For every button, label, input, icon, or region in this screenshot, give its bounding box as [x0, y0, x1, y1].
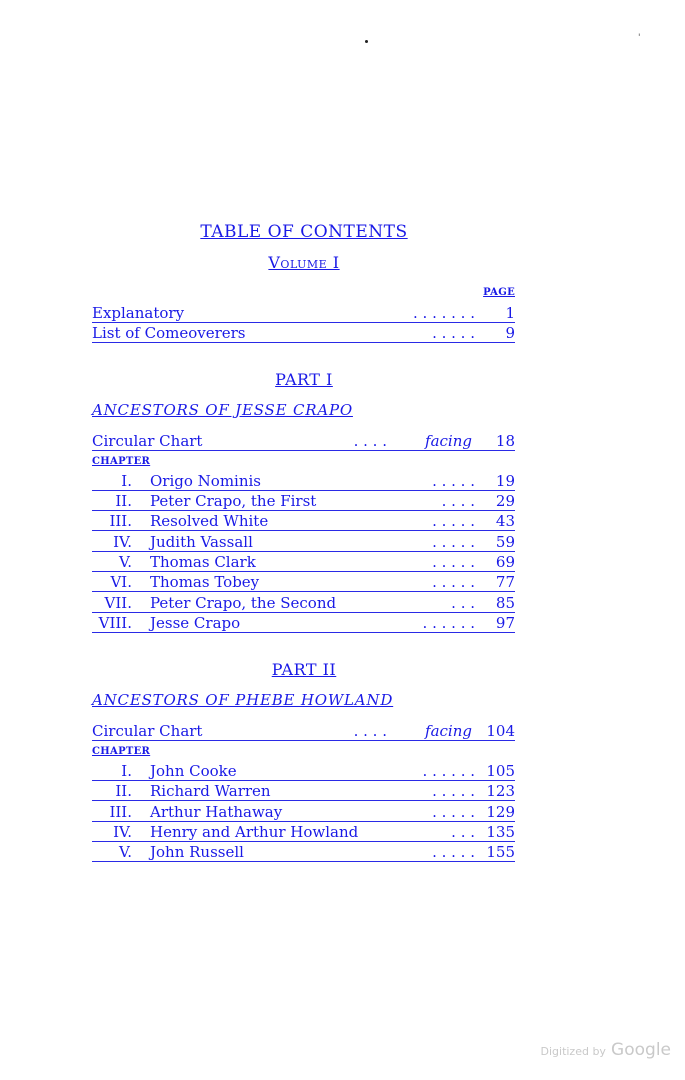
- toc-page-number: 43: [495, 512, 515, 530]
- facing-label: facing: [425, 722, 472, 740]
- volume-heading: Volume I: [268, 253, 340, 272]
- toc-row-circular-chart[interactable]: [92, 432, 515, 451]
- toc-row-chapter[interactable]: [92, 614, 515, 633]
- toc-page-number: 1: [505, 304, 515, 322]
- leader-dots: . . . .: [353, 722, 387, 740]
- toc-entry-label: John Russell: [150, 843, 244, 861]
- leader-dots: . . . . .: [432, 472, 475, 490]
- leader-dots: . . . . .: [432, 843, 475, 861]
- toc-entry-label: Circular Chart: [92, 432, 203, 450]
- toc-entry-label: List of Comeoverers: [92, 324, 246, 342]
- toc-page-number: 105: [486, 762, 515, 780]
- leader-dots: . . . . . .: [422, 614, 475, 632]
- toc-entry-label: Circular Chart: [92, 722, 203, 740]
- toc-row-chapter[interactable]: [92, 472, 515, 491]
- leader-dots: . . . . .: [432, 573, 475, 591]
- toc-entry-label: Judith Vassall: [150, 533, 253, 551]
- toc-entry-label: John Cooke: [150, 762, 237, 780]
- part-two-heading: ANCESTORS OF PHEBE HOWLAND: [92, 691, 394, 709]
- part-one-heading: ANCESTORS OF JESSE CRAPO: [92, 401, 353, 419]
- toc-page-number: 123: [486, 782, 515, 800]
- toc-entry-label: Thomas Tobey: [150, 573, 260, 591]
- chapter-number: V.: [119, 843, 132, 861]
- chapter-number: VI.: [110, 573, 132, 591]
- leader-dots: . . . . .: [432, 782, 475, 800]
- toc-row-chapter[interactable]: [92, 803, 515, 822]
- toc-page-number: 77: [495, 573, 515, 591]
- toc-entry-label: Thomas Clark: [150, 553, 256, 571]
- chapter-number: II.: [115, 782, 132, 800]
- digitized-by-google-watermark: [541, 1040, 672, 1060]
- leader-dots: . . . . . .: [422, 762, 475, 780]
- chapter-number: VII.: [104, 594, 132, 612]
- leader-dots: . . .: [451, 823, 475, 841]
- leader-dots: . . . .: [353, 432, 387, 450]
- leader-dots: . . . . .: [432, 324, 475, 342]
- stray-dot: [365, 40, 368, 43]
- leader-dots: . . . .: [441, 492, 475, 510]
- toc-row-chapter[interactable]: [92, 594, 515, 613]
- toc-entry-label: Explanatory: [92, 304, 185, 322]
- chapter-number: I.: [121, 472, 132, 490]
- toc-row-chapter[interactable]: [92, 762, 515, 781]
- part-one-title: PART I: [275, 370, 333, 389]
- toc-page-number: 59: [495, 533, 515, 551]
- toc-row-chapter[interactable]: [92, 553, 515, 572]
- google-logo-text: Google: [611, 1040, 671, 1060]
- toc-page-number: 135: [486, 823, 515, 841]
- leader-dots: . . .: [451, 594, 475, 612]
- toc-entry-label: Peter Crapo, the First: [150, 492, 317, 510]
- chapter-number: IV.: [113, 533, 132, 551]
- toc-row-chapter[interactable]: [92, 782, 515, 801]
- page-mark: ': [638, 33, 641, 43]
- toc-row-chapter[interactable]: [92, 492, 515, 511]
- toc-page-number: 9: [505, 324, 515, 342]
- chapter-number: II.: [115, 492, 132, 510]
- chapter-number: I.: [121, 762, 132, 780]
- toc-page-number: 85: [495, 594, 515, 612]
- toc-row-explanatory[interactable]: [92, 304, 515, 323]
- leader-dots: . . . . .: [432, 512, 475, 530]
- page-title: TABLE OF CONTENTS: [200, 222, 408, 242]
- toc-page-number: 129: [486, 803, 515, 821]
- chapter-column-label: CHAPTER: [92, 456, 151, 467]
- watermark-prefix: Digitized by: [540, 1045, 606, 1058]
- toc-entry-label: Arthur Hathaway: [150, 803, 283, 821]
- leader-dots: . . . . .: [432, 553, 475, 571]
- leader-dots: . . . . . . .: [413, 304, 475, 322]
- part-two-title: PART II: [271, 660, 337, 679]
- toc-entry-label: Henry and Arthur Howland: [150, 823, 359, 841]
- toc-row-chapter[interactable]: [92, 533, 515, 552]
- toc-page-number: 19: [495, 472, 515, 490]
- toc-page-number: 18: [495, 432, 515, 450]
- chapter-number: III.: [109, 512, 132, 530]
- leader-dots: . . . . .: [432, 803, 475, 821]
- toc-page-number: 97: [495, 614, 515, 632]
- chapter-number: V.: [119, 553, 132, 571]
- toc-entry-label: Origo Nominis: [150, 472, 261, 490]
- toc-entry-label: Resolved White: [150, 512, 269, 530]
- toc-row-circular-chart[interactable]: [92, 722, 515, 741]
- chapter-number: III.: [109, 803, 132, 821]
- toc-page-number: 69: [495, 553, 515, 571]
- toc-entry-label: Peter Crapo, the Second: [150, 594, 337, 612]
- toc-row-chapter[interactable]: [92, 573, 515, 592]
- chapter-column-label: CHAPTER: [92, 746, 151, 757]
- toc-page-number: 155: [486, 843, 515, 861]
- toc-entry-label: Jesse Crapo: [150, 614, 241, 632]
- toc-row-chapter[interactable]: [92, 843, 515, 862]
- toc-page-number: 104: [486, 722, 515, 740]
- toc-row-comeoverers[interactable]: [92, 324, 515, 343]
- toc-entry-label: Richard Warren: [150, 782, 271, 800]
- chapter-number: IV.: [113, 823, 132, 841]
- leader-dots: . . . . .: [432, 533, 475, 551]
- toc-row-chapter[interactable]: [92, 823, 515, 842]
- toc-page-number: 29: [495, 492, 515, 510]
- toc-row-chapter[interactable]: [92, 512, 515, 531]
- page-column-label: PAGE: [483, 287, 515, 298]
- chapter-number: VIII.: [98, 614, 132, 632]
- facing-label: facing: [425, 432, 472, 450]
